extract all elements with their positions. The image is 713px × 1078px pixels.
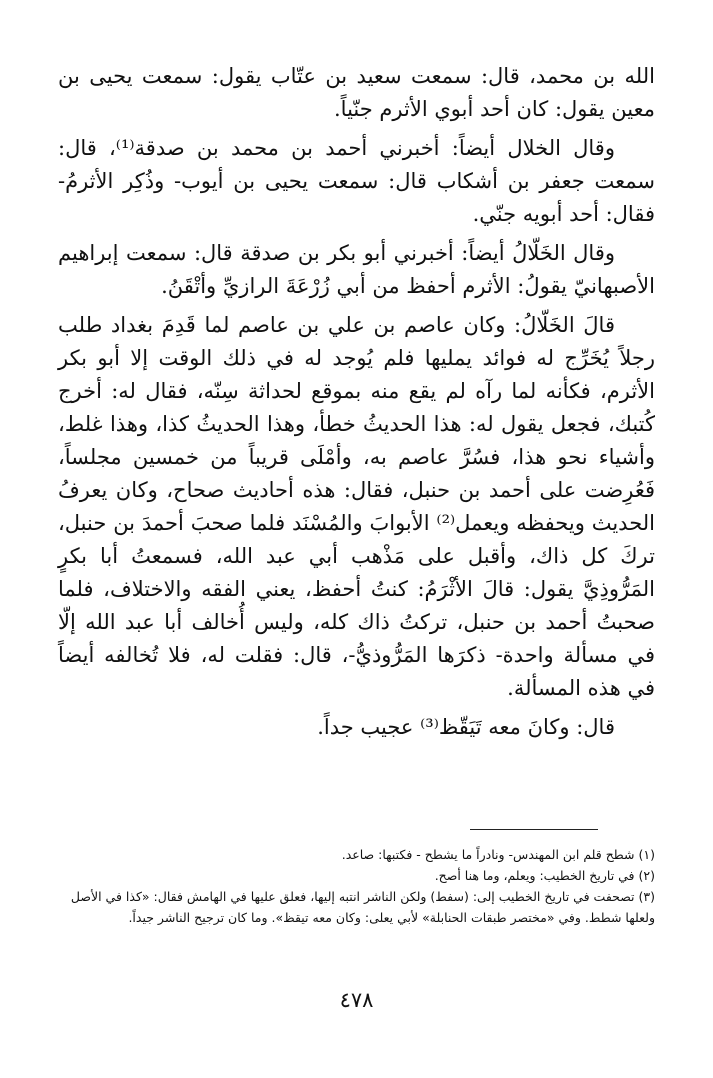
paragraph-4: قالَ الخَلّالُ: وكان عاصم بن علي بن عاصم لما قَدِمَ بغداد طلب رجلاً يُخَرِّج له فوائد يمليها فلم يُوجد له في ذلك الوقت إلا أبو بكر الأثرم، فكأنه لما رآه لم يقع منه بموقع لحداثة سِنّه، فقال له: أخرج كُتبك، فجعل يقول له: هذا الحديثُ خطأ، وهذا الحديثُ كذا، وهذا غلط، وأشياء نحو هذا، فسُرَّ عاصم به، وأمْلَى قريباً من خمسين مجلساً، فَعُرِضت على أحمد بن حنبل، فقال: هذه أحاديث صحاح، وكان يعرفُ الحديث ويحفظه ويعمل⁽²⁾ الأبوابَ والمُسْنَد فلما صحبَ أحمدَ بن حنبل، تركَ كل ذاك، وأقبل على مَذْهب أبي عبد الله، فسمعتُ أبا بكرٍ المَرُّوذِيَّ يقول: قالَ الأثْرَمُ: كنتُ أحفظ، يعني الفقه والاختلاف، فلما صحبتُ أحمد بن حنبل، تركتُ ذاك كله، وليس أُخالف أبا عبد الله إلّا في مسألة واحدة- ذكرَها المَرُّوذيُّ-، قال: فقلت له، فلا تُخالفه أيضاً في هذه المسألة. — [58, 313, 655, 700]
paragraph-1: الله بن محمد، قال: سمعت سعيد بن عتّاب يقول: سمعت يحيى بن معين يقول: كان أحد أبوي الأثرم جنّياً. — [58, 64, 655, 121]
page-number: ٤٧٨ — [339, 988, 374, 1012]
footnote-1: (١) شطح قلم ابن المهندس- ونادراً ما يشطح - فكتبها: صاعد. — [341, 847, 655, 862]
footnote-3: (٣) تصحفت في تاريخ الخطيب إلى: (سفط) ولكن الناشر انتبه إليها، فعلق عليها في الهامش فقال: «كذا في الأصل ولعلها شطط. وفي «مختصر طبقات الحنابلة» لأبي يعلى: وكان معه تيقظ». وما كان ترجيح الناشر جيداً. — [70, 889, 655, 925]
main-text — [58, 60, 655, 744]
footnote-separator — [470, 829, 598, 830]
paragraph-5: قال: وكانَ معه تَيَقّظ⁽³⁾ عجيب جداً. — [317, 715, 615, 739]
paragraph-2: وقال الخلال أيضاً: أخبرني أحمد بن محمد بن صدقة⁽¹⁾، قال: سمعت جعفر بن أشكاب قال: سمعت يحيى بن أيوب- وذُكِر الأثرمُ- فقال: أحد أبويه جنّي. — [58, 136, 655, 226]
paragraph-3: وقال الخَلّالُ أيضاً: أخبرني أبو بكر بن صدقة قال: سمعت إبراهيم الأصبهانيّ يقولُ: الأثرم أحفظ من أبي زُرْعَةَ الرازيِّ وأتْقَنُ. — [58, 241, 655, 298]
footnotes — [58, 844, 655, 928]
footnote-2: (٢) في تاريخ الخطيب: ويعلم، وما هنا أصح. — [434, 868, 655, 883]
